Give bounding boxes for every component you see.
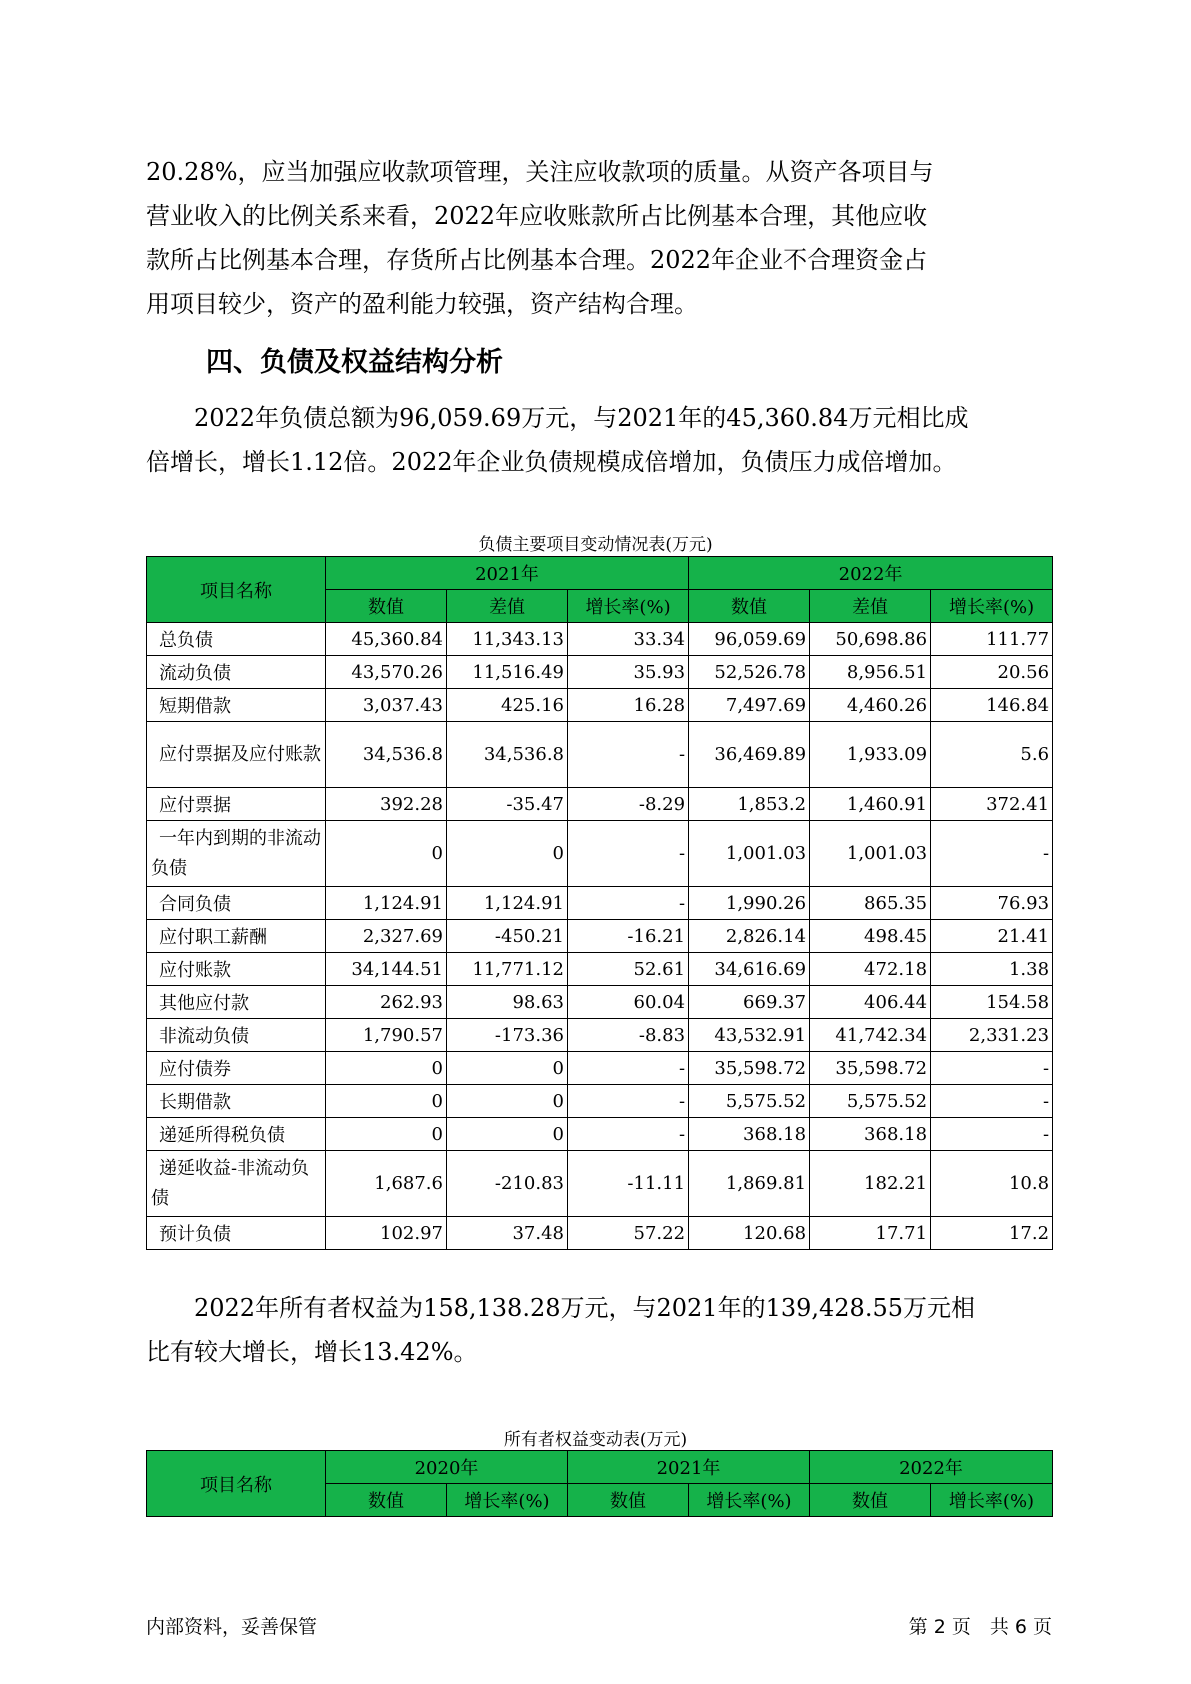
table-cell: 4,460.26 (810, 689, 931, 722)
table-cell: 1,933.09 (810, 722, 931, 788)
table-cell: 0 (326, 821, 447, 887)
row-item-name: 一年内到期的非流动负债 (147, 821, 326, 887)
table-row (147, 788, 1053, 821)
table-row (147, 953, 1053, 986)
table-cell: - (568, 887, 689, 920)
paragraph-equity-summary (146, 1286, 1052, 1374)
row-item-name: 应付职工薪酬 (147, 920, 326, 953)
table-cell: - (568, 1118, 689, 1151)
paragraph-asset-analysis (146, 150, 1052, 326)
row-item-name: 预计负债 (147, 1217, 326, 1250)
table-cell: 0 (447, 1085, 568, 1118)
table-cell: 16.28 (568, 689, 689, 722)
header-year: 2022年 (810, 1451, 1053, 1484)
table-cell: 7,497.69 (689, 689, 810, 722)
table-cell: 182.21 (810, 1151, 931, 1217)
table-cell: 76.93 (931, 887, 1053, 920)
table-cell: 1,124.91 (447, 887, 568, 920)
table-cell: -210.83 (447, 1151, 568, 1217)
header-year: 2020年 (326, 1451, 568, 1484)
row-item-name: 应付票据 (147, 788, 326, 821)
table-row (147, 689, 1053, 722)
table-cell: 37.48 (447, 1217, 568, 1250)
footer-confidential-note: 内部资料，妥善保管 (146, 1616, 318, 1638)
table-cell: 52.61 (568, 953, 689, 986)
table-cell: -8.83 (568, 1019, 689, 1052)
header-sub: 数值 (568, 1484, 689, 1517)
header-year: 2022年 (689, 557, 1053, 590)
table-row (147, 1217, 1053, 1250)
table-cell: 0 (447, 1052, 568, 1085)
header-sub: 差值 (810, 590, 931, 623)
row-item-name: 递延收益-非流动负债 (147, 1151, 326, 1217)
table-cell: 498.45 (810, 920, 931, 953)
table-cell: 5,575.52 (689, 1085, 810, 1118)
header-sub: 数值 (689, 590, 810, 623)
header-sub: 数值 (326, 590, 447, 623)
table-cell: 111.77 (931, 623, 1053, 656)
header-sub: 增长率(%) (447, 1484, 568, 1517)
table-cell: 2,327.69 (326, 920, 447, 953)
table-cell: 17.71 (810, 1217, 931, 1250)
table-cell: - (568, 722, 689, 788)
table-cell: 1.38 (931, 953, 1053, 986)
table-row (147, 887, 1053, 920)
table-cell: 52,526.78 (689, 656, 810, 689)
header-sub: 增长率(%) (931, 1484, 1053, 1517)
table-cell: -16.21 (568, 920, 689, 953)
row-item-name: 短期借款 (147, 689, 326, 722)
table-cell: 35.93 (568, 656, 689, 689)
table-row (147, 1052, 1053, 1085)
table-cell: - (931, 1052, 1053, 1085)
header-sub: 数值 (326, 1484, 447, 1517)
text-line: 营业收入的比例关系来看，2022年应收账款所占比例基本合理，其他应收 (146, 202, 928, 230)
table-row (147, 1085, 1053, 1118)
row-item-name: 长期借款 (147, 1085, 326, 1118)
table-row (147, 722, 1053, 788)
row-item-name: 总负债 (147, 623, 326, 656)
table-row (147, 1151, 1053, 1217)
equity-table (146, 1450, 1053, 1517)
footer-page-number: 第 2 页 共 6 页 (908, 1616, 1052, 1638)
table-row (147, 920, 1053, 953)
table-cell: -35.47 (447, 788, 568, 821)
table-cell: 34,536.8 (326, 722, 447, 788)
table-cell: 60.04 (568, 986, 689, 1019)
table-cell: 41,742.34 (810, 1019, 931, 1052)
table-cell: 0 (326, 1085, 447, 1118)
table-cell: 36,469.89 (689, 722, 810, 788)
table-cell: 43,532.91 (689, 1019, 810, 1052)
table-cell: 372.41 (931, 788, 1053, 821)
table-row (147, 623, 1053, 656)
table-cell: 368.18 (689, 1118, 810, 1151)
table-cell: - (568, 1052, 689, 1085)
table-cell: -8.29 (568, 788, 689, 821)
table-cell: 34,616.69 (689, 953, 810, 986)
table-cell: 0 (326, 1118, 447, 1151)
table-cell: 102.97 (326, 1217, 447, 1250)
header-sub: 增长率(%) (931, 590, 1053, 623)
table-cell: 50,698.86 (810, 623, 931, 656)
text-line: 倍增长，增长1.12倍。2022年企业负债规模成倍增加，负债压力成倍增加。 (146, 448, 957, 476)
header-sub: 差值 (447, 590, 568, 623)
header-item-name: 项目名称 (147, 1451, 326, 1517)
table-cell: 472.18 (810, 953, 931, 986)
table-cell: 1,790.57 (326, 1019, 447, 1052)
table-caption-equity: 所有者权益变动表(万元) (503, 1430, 688, 1450)
table-cell: 0 (447, 821, 568, 887)
table-cell: 0 (447, 1118, 568, 1151)
table-cell: 1,869.81 (689, 1151, 810, 1217)
row-item-name: 合同负债 (147, 887, 326, 920)
table-cell: - (931, 821, 1053, 887)
table-cell: 8,956.51 (810, 656, 931, 689)
text-line: 20.28%，应当加强应收款项管理，关注应收款项的质量。从资产各项目与 (146, 158, 934, 186)
table-cell: 11,771.12 (447, 953, 568, 986)
table-cell: -173.36 (447, 1019, 568, 1052)
text-line: 2022年所有者权益为158,138.28万元，与2021年的139,428.55万元相 (146, 1294, 975, 1322)
section-heading: 四、负债及权益结构分析 (206, 347, 503, 378)
table-cell: 368.18 (810, 1118, 931, 1151)
row-item-name: 非流动负债 (147, 1019, 326, 1052)
table-cell: - (568, 821, 689, 887)
table-cell: 57.22 (568, 1217, 689, 1250)
table-cell: -11.11 (568, 1151, 689, 1217)
header-sub: 增长率(%) (689, 1484, 810, 1517)
table-row (147, 1019, 1053, 1052)
table-cell: 669.37 (689, 986, 810, 1019)
table-cell: 2,331.23 (931, 1019, 1053, 1052)
table-cell: 1,460.91 (810, 788, 931, 821)
text-line: 款所占比例基本合理，存货所占比例基本合理。2022年企业不合理资金占 (146, 246, 928, 274)
table-cell: 34,536.8 (447, 722, 568, 788)
header-sub: 增长率(%) (568, 590, 689, 623)
table-cell: 33.34 (568, 623, 689, 656)
text-line: 用项目较少，资产的盈利能力较强，资产结构合理。 (146, 290, 698, 318)
table-cell: 392.28 (326, 788, 447, 821)
table-cell: 10.8 (931, 1151, 1053, 1217)
table-caption-liabilities: 负债主要项目变动情况表(万元) (478, 535, 713, 555)
table-cell: 1,124.91 (326, 887, 447, 920)
table-cell: 146.84 (931, 689, 1053, 722)
table-cell: 1,990.26 (689, 887, 810, 920)
table-cell: 17.2 (931, 1217, 1053, 1250)
table-cell: 1,853.2 (689, 788, 810, 821)
row-item-name: 应付债券 (147, 1052, 326, 1085)
table-cell: 1,001.03 (689, 821, 810, 887)
table-cell: 21.41 (931, 920, 1053, 953)
table-cell: 35,598.72 (689, 1052, 810, 1085)
table-row (147, 986, 1053, 1019)
header-sub: 数值 (810, 1484, 931, 1517)
table-cell: 11,343.13 (447, 623, 568, 656)
header-year: 2021年 (326, 557, 689, 590)
table-cell: 1,687.6 (326, 1151, 447, 1217)
table-row (147, 1118, 1053, 1151)
table-cell: 865.35 (810, 887, 931, 920)
table-cell: -450.21 (447, 920, 568, 953)
header-item-name: 项目名称 (147, 557, 326, 623)
table-cell: 425.16 (447, 689, 568, 722)
row-item-name: 应付账款 (147, 953, 326, 986)
row-item-name: 其他应付款 (147, 986, 326, 1019)
table-cell: - (568, 1085, 689, 1118)
table-cell: 34,144.51 (326, 953, 447, 986)
table-cell: 11,516.49 (447, 656, 568, 689)
table-cell: 406.44 (810, 986, 931, 1019)
table-cell: 45,360.84 (326, 623, 447, 656)
table-row (147, 656, 1053, 689)
table-cell: 1,001.03 (810, 821, 931, 887)
table-cell: - (931, 1085, 1053, 1118)
row-item-name: 递延所得税负债 (147, 1118, 326, 1151)
table-cell: 43,570.26 (326, 656, 447, 689)
table-cell: 0 (326, 1052, 447, 1085)
text-line: 比有较大增长，增长13.42%。 (146, 1338, 478, 1366)
paragraph-liability-summary (146, 396, 1052, 484)
table-cell: 35,598.72 (810, 1052, 931, 1085)
liabilities-table (146, 556, 1053, 1250)
table-row (147, 821, 1053, 887)
table-cell: 5.6 (931, 722, 1053, 788)
table-cell: 96,059.69 (689, 623, 810, 656)
table-cell: 2,826.14 (689, 920, 810, 953)
row-item-name: 流动负债 (147, 656, 326, 689)
table-cell: 262.93 (326, 986, 447, 1019)
header-year: 2021年 (568, 1451, 810, 1484)
table-cell: 3,037.43 (326, 689, 447, 722)
table-cell: 5,575.52 (810, 1085, 931, 1118)
table-cell: 154.58 (931, 986, 1053, 1019)
table-cell: 120.68 (689, 1217, 810, 1250)
table-cell: - (931, 1118, 1053, 1151)
table-cell: 20.56 (931, 656, 1053, 689)
row-item-name: 应付票据及应付账款 (147, 722, 326, 788)
text-line: 2022年负债总额为96,059.69万元，与2021年的45,360.84万元相比成 (146, 404, 969, 432)
table-cell: 98.63 (447, 986, 568, 1019)
